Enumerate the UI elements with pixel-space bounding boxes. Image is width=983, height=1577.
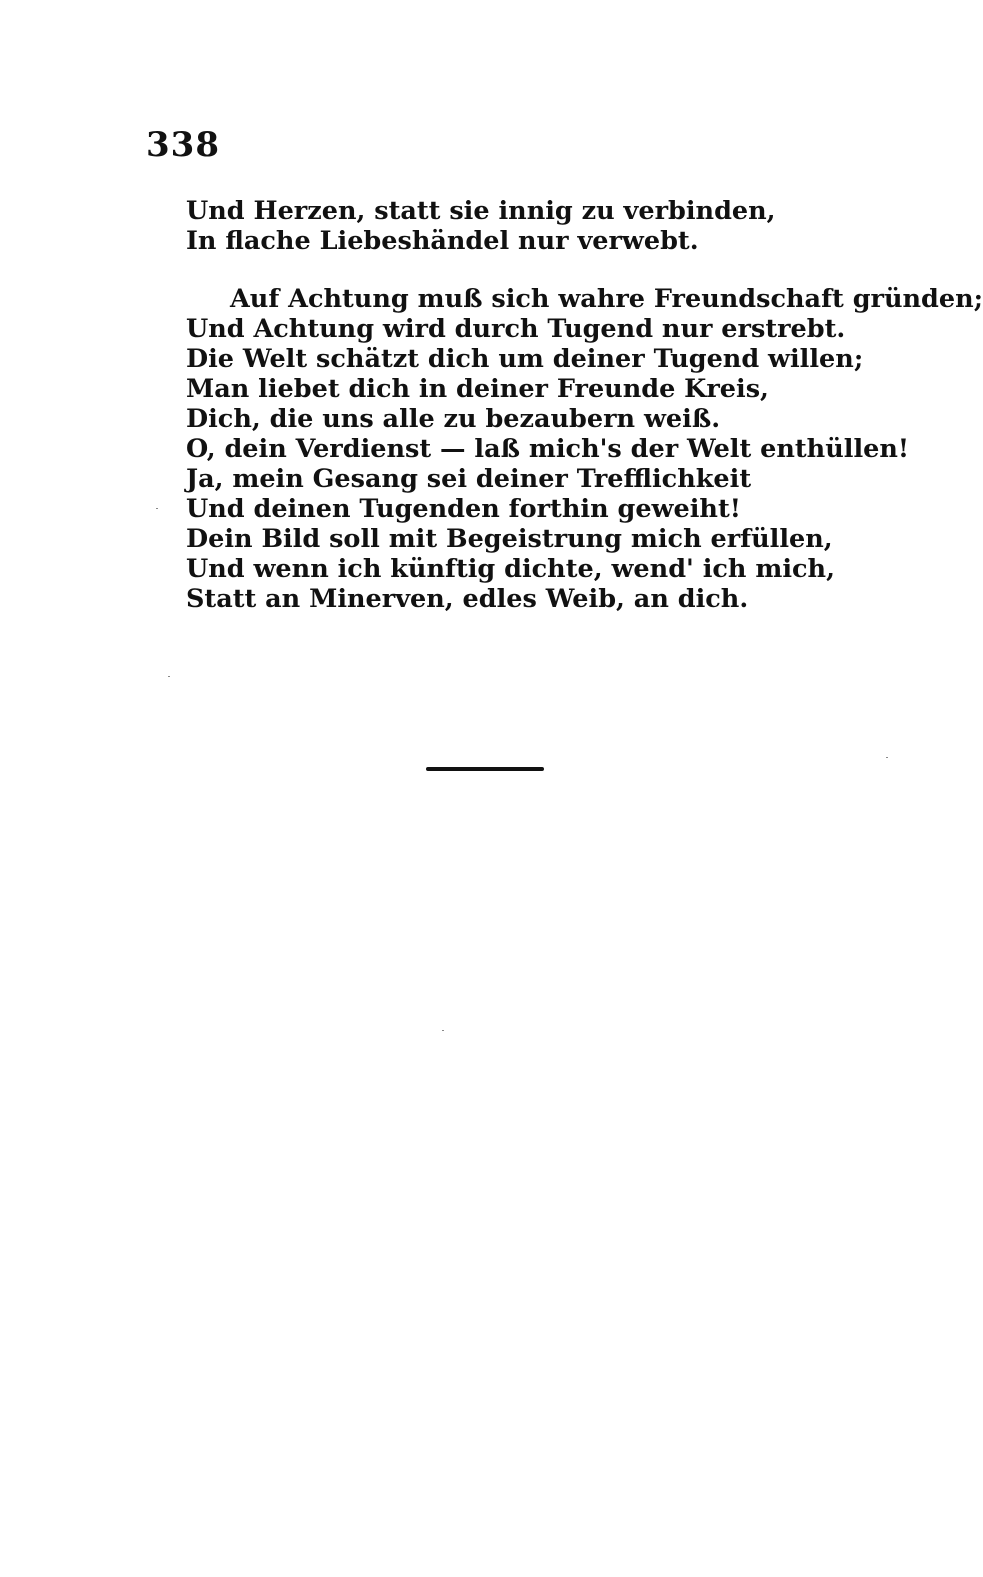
poem-stanza-2: [186, 284, 983, 614]
scan-speck: [156, 508, 158, 509]
scan-speck: [886, 757, 888, 758]
verse-line: Dein Bild soll mit Begeistrung mich erfüllen,: [186, 524, 833, 554]
scan-speck: [442, 1030, 444, 1031]
verse-line: Die Welt schätzt dich um deiner Tugend willen;: [186, 344, 864, 374]
verse-line: Dich, die uns alle zu bezaubern weiß.: [186, 404, 721, 434]
verse-line: Man liebet dich in deiner Freunde Kreis,: [186, 374, 769, 404]
scan-speck: [168, 676, 170, 677]
verse-line: Und Achtung wird durch Tugend nur erstrebt.: [186, 314, 846, 344]
verse-line: Und wenn ich künftig dichte, wend' ich mich,: [186, 554, 835, 584]
poem-stanza-1: [186, 196, 846, 256]
verse-line: In flache Liebeshändel nur verwebt.: [186, 226, 699, 256]
verse-line: O, dein Verdienst — laß mich's der Welt enthüllen!: [186, 434, 910, 464]
verse-line: Statt an Minerven, edles Weib, an dich.: [186, 584, 749, 614]
verse-line: Auf Achtung muß sich wahre Freundschaft gründen;: [230, 284, 983, 314]
page-number: 338: [146, 125, 220, 165]
closing-rule: [426, 767, 544, 771]
verse-line: Ja, mein Gesang sei deiner Trefflichkeit: [186, 464, 752, 494]
verse-line: Und deinen Tugenden forthin geweiht!: [186, 494, 741, 524]
verse-line: Und Herzen, statt sie innig zu verbinden,: [186, 196, 776, 226]
